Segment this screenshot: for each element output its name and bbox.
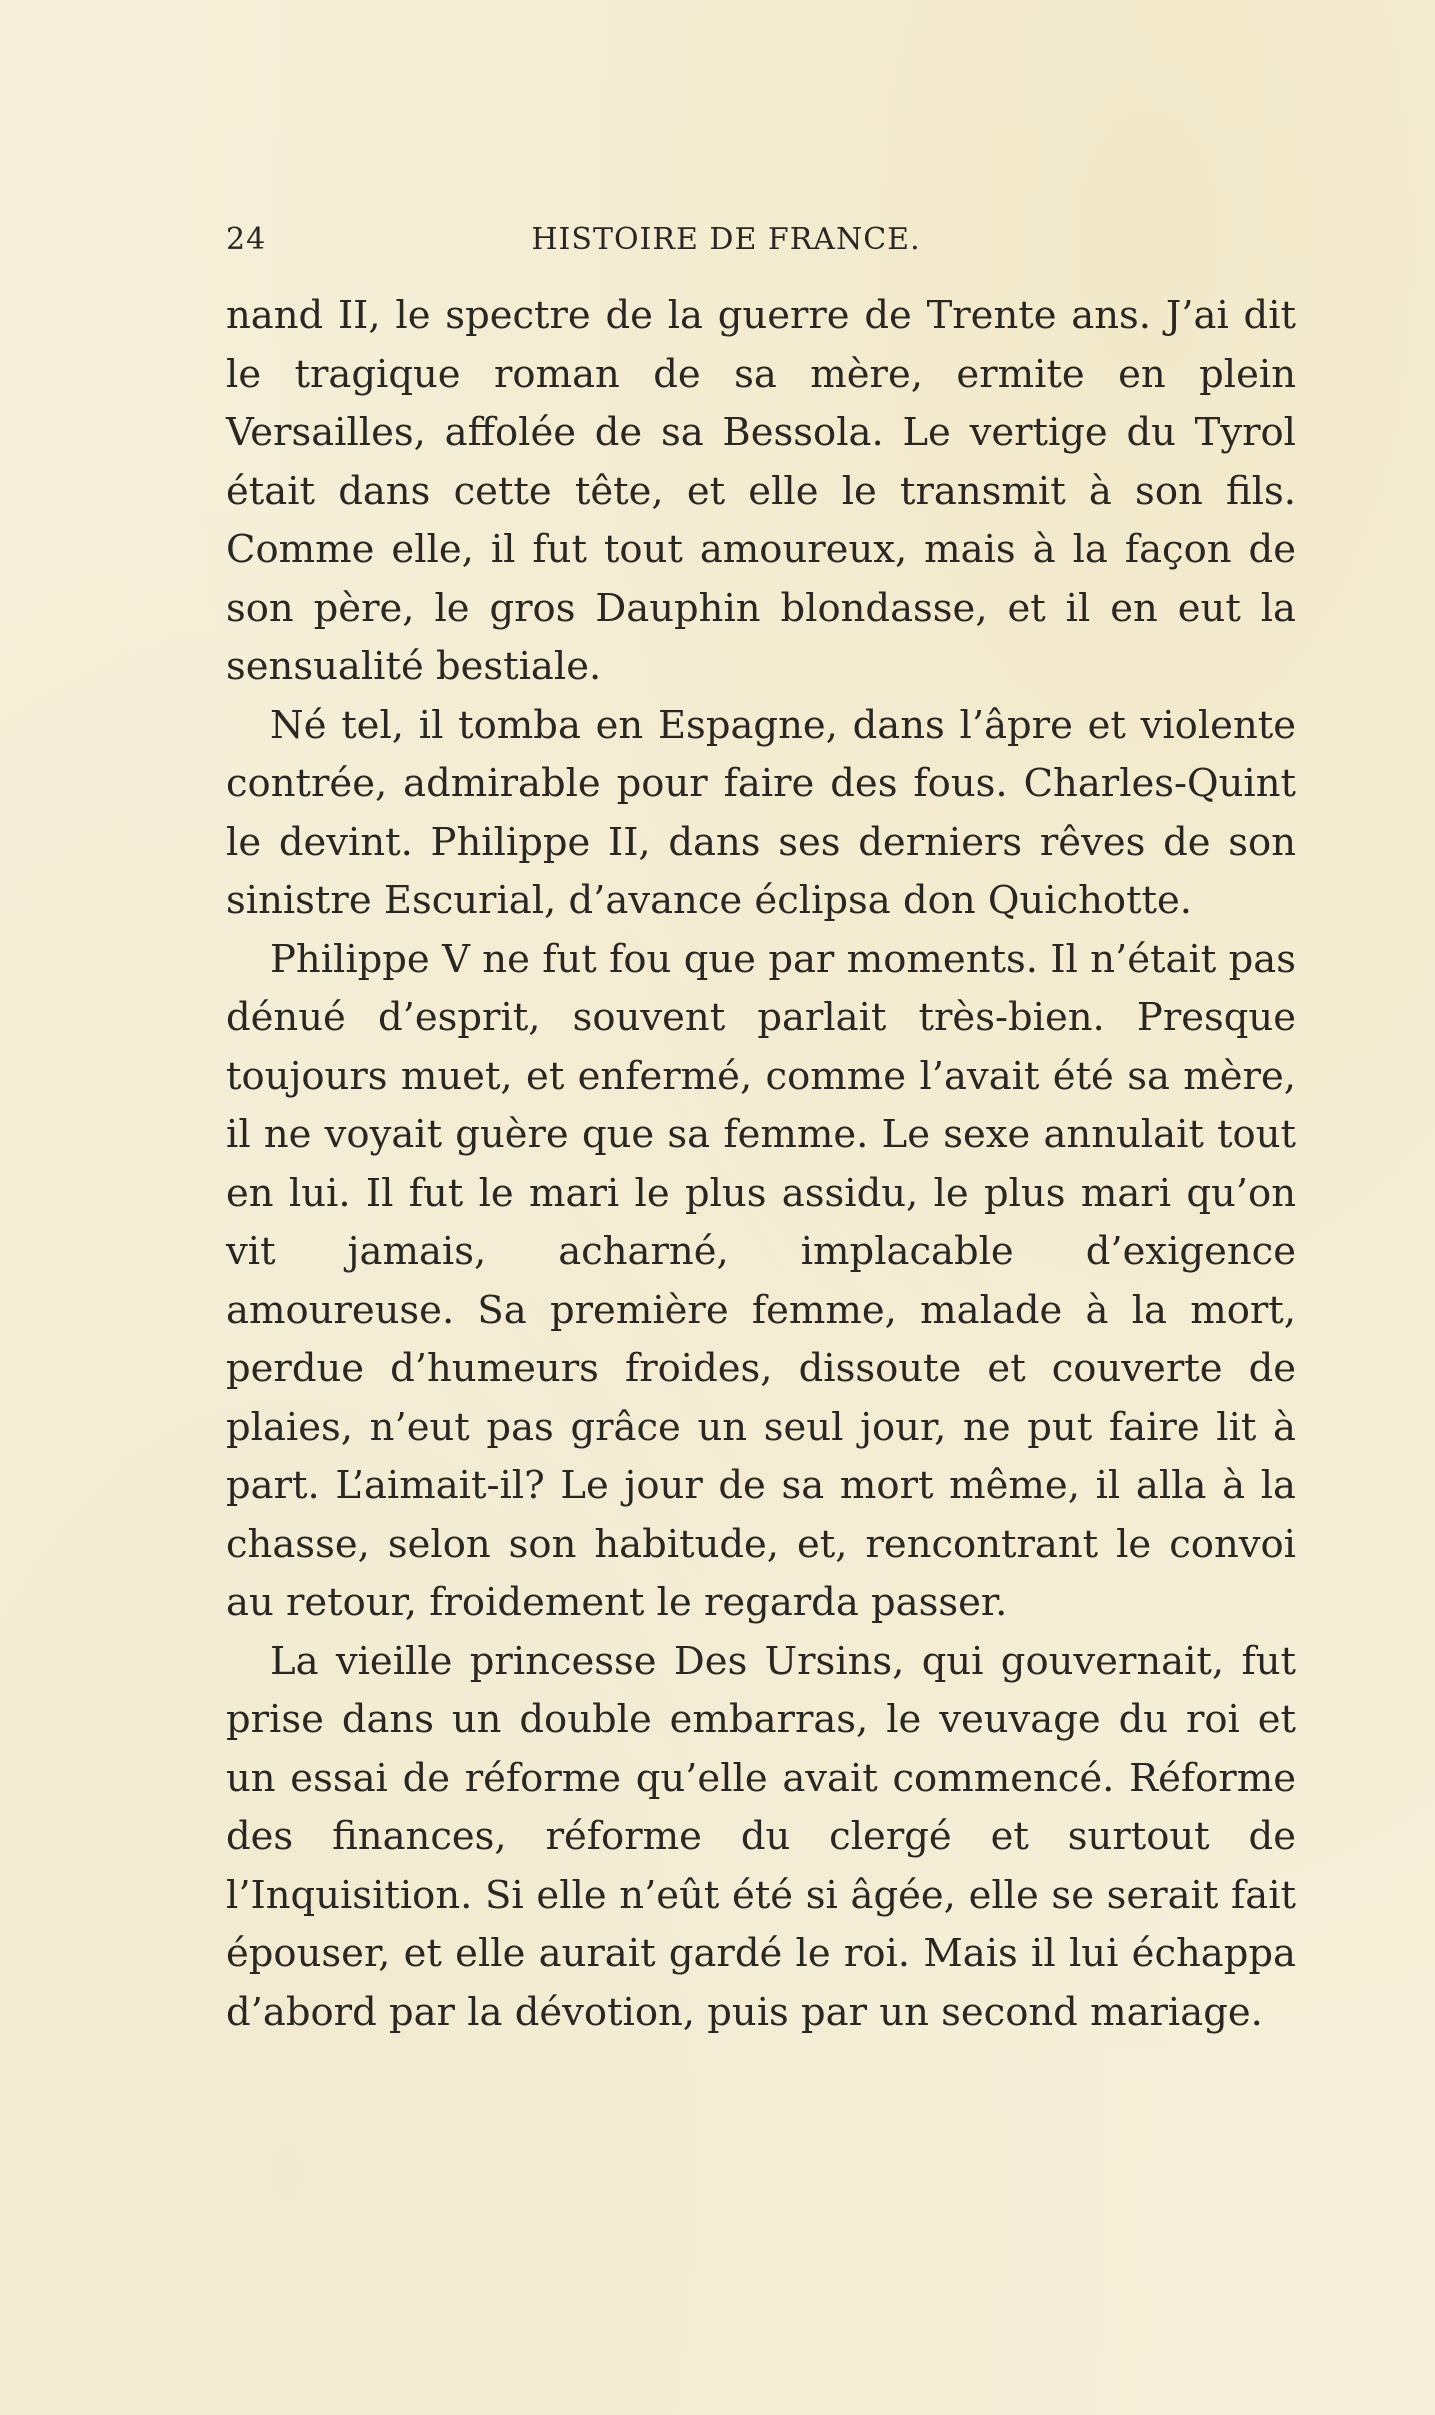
paragraph-2: Né tel, il tomba en Espagne, dans l’âpre et violente contrée, admirable pour faire des fous. Charles-Quint le devint. Philippe II, dans ses derniers rêves de son sinistre Escurial, d’avance éclipsa don Quichotte.	[226, 702, 1296, 923]
running-title: HISTOIRE DE FRANCE.	[531, 222, 921, 257]
paragraph-4: La vieille princesse Des Ursins, qui gouvernait, fut prise dans un double embarras, le veuvage du roi et un essai de réforme qu’elle avait commencé. Réforme des finances, réforme du clergé et surtout de l’Inquisition. Si elle n’eût été si âgée, elle se serait fait épouser, et elle aurait gardé le roi. Mais il lui échappa d’abord par la dévotion, puis par un second mariage.	[226, 1638, 1296, 2035]
paragraph-3: Philippe V ne fut fou que par moments. Il n’était pas dénué d’esprit, souvent parlait très-bien. Presque toujours muet, et enfermé, comme l’avait été sa mère, il ne voyait guère que sa femme. Le sexe annulait tout en lui. Il fut le mari le plus assidu, le plus mari qu’on vit jamais, acharné, implacable d’exigence amoureuse. Sa première femme, malade à la mort, perdue d’humeurs froides, dissoute et couverte de plaies, n’eut pas grâce un seul jour, ne put faire lit à part. L’aimait-il? Le jour de sa mort même, il alla à la chasse, selon son habitude, et, rencontrant le convoi au retour, froidement le regarda passer.	[226, 936, 1296, 1625]
paragraph-1: nand II, le spectre de la guerre de Trente ans. J’ai dit le tragique roman de sa mère, ermite en plein Versailles, affolée de sa Bessola. Le vertige du Tyrol était dans cette tête, et elle le transmit à son fils. Comme elle, il fut tout amoureux, mais à la façon de son père, le gros Dauphin blondasse, et il en eut la sensualité bestiale.	[226, 293, 1296, 689]
body-text	[226, 287, 1296, 2042]
running-head	[226, 222, 1226, 262]
page-number: 24	[226, 222, 267, 257]
